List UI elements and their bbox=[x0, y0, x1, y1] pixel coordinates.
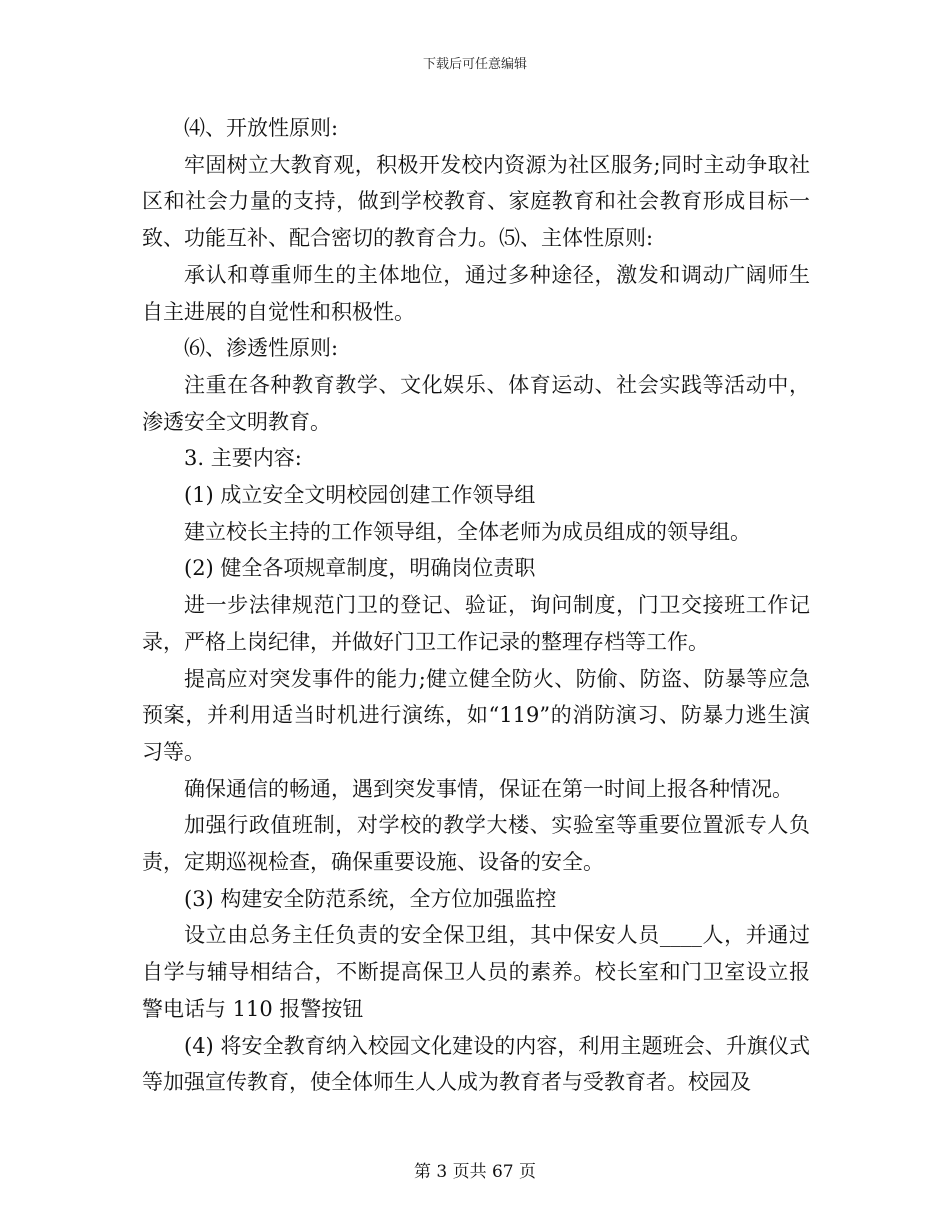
section-heading-main-content: 3. 主要内容: bbox=[184, 446, 302, 471]
subheading-1: (1) 成立安全文明校园创建工作领导组 bbox=[184, 483, 536, 508]
body-paragraph: 建立校长主持的工作领导组，全体老师为成员组成的领导组。 bbox=[184, 519, 751, 544]
body-paragraph: 进一步法律规范门卫的登记、验证，询问制度，门卫交接班工作记录，严格上岗纪律，并做好门卫工作记录的整理存档等工作。 bbox=[142, 593, 810, 654]
document-body bbox=[142, 110, 810, 1101]
body-paragraph: 加强行政值班制，对学校的教学大楼、实验室等重要位置派专人负责，定期巡视检查，确保重要设施、设备的安全。 bbox=[142, 813, 810, 875]
body-paragraph: 注重在各种教育教学、文化娱乐、体育运动、社会实践等活动中，渗透安全文明教育。 bbox=[142, 372, 810, 434]
body-paragraph: 提高应对突发事件的能力;健立健全防火、防偷、防盗、防暴等应急预案，并利用适当时机进行演练，如“119”的消防演习、防暴力逃生演习等。 bbox=[142, 666, 810, 764]
body-paragraph: 牢固树立大教育观，积极开发校内资源为社区服务;同时主动争取社区和社会力量的支持，做到学校教育、家庭教育和社会教育形成目标一致、功能互补、配合密切的教育合力。⑸、主体性原则: bbox=[142, 152, 810, 251]
body-paragraph: (4) 将安全教育纳入校园文化建设的内容，利用主题班会、升旗仪式等加强宣传教育，使全体师生人人成为教育者与受教育者。校园及 bbox=[142, 1033, 810, 1095]
page-header: 下载后可任意编辑 bbox=[422, 57, 527, 72]
body-paragraph: 承认和尊重师生的主体地位，通过多种途径，激发和调动广阔师生自主进展的自觉性和积极性。 bbox=[142, 262, 810, 324]
principle-heading-4: ⑷、开放性原则: bbox=[184, 116, 339, 140]
body-paragraph: 确保通信的畅通，遇到突发事情，保证在第一时间上报各种情况。 bbox=[184, 776, 793, 801]
body-paragraph: 设立由总务主任负责的安全保卫组，其中保安人员____人，并通过自学与辅导相结合，不断提高保卫人员的素养。校长室和门卫室设立报警电话与 110 报警按钮 bbox=[142, 923, 810, 1021]
subheading-3: (3) 构建安全防范系统，全方位加强监控 bbox=[184, 886, 557, 911]
page-footer: 第 3 页共 67 页 bbox=[413, 1162, 537, 1182]
principle-heading-6: ⑹、渗透性原则: bbox=[184, 336, 339, 361]
subheading-2: (2) 健全各项规章制度，明确岗位责职 bbox=[184, 556, 536, 581]
